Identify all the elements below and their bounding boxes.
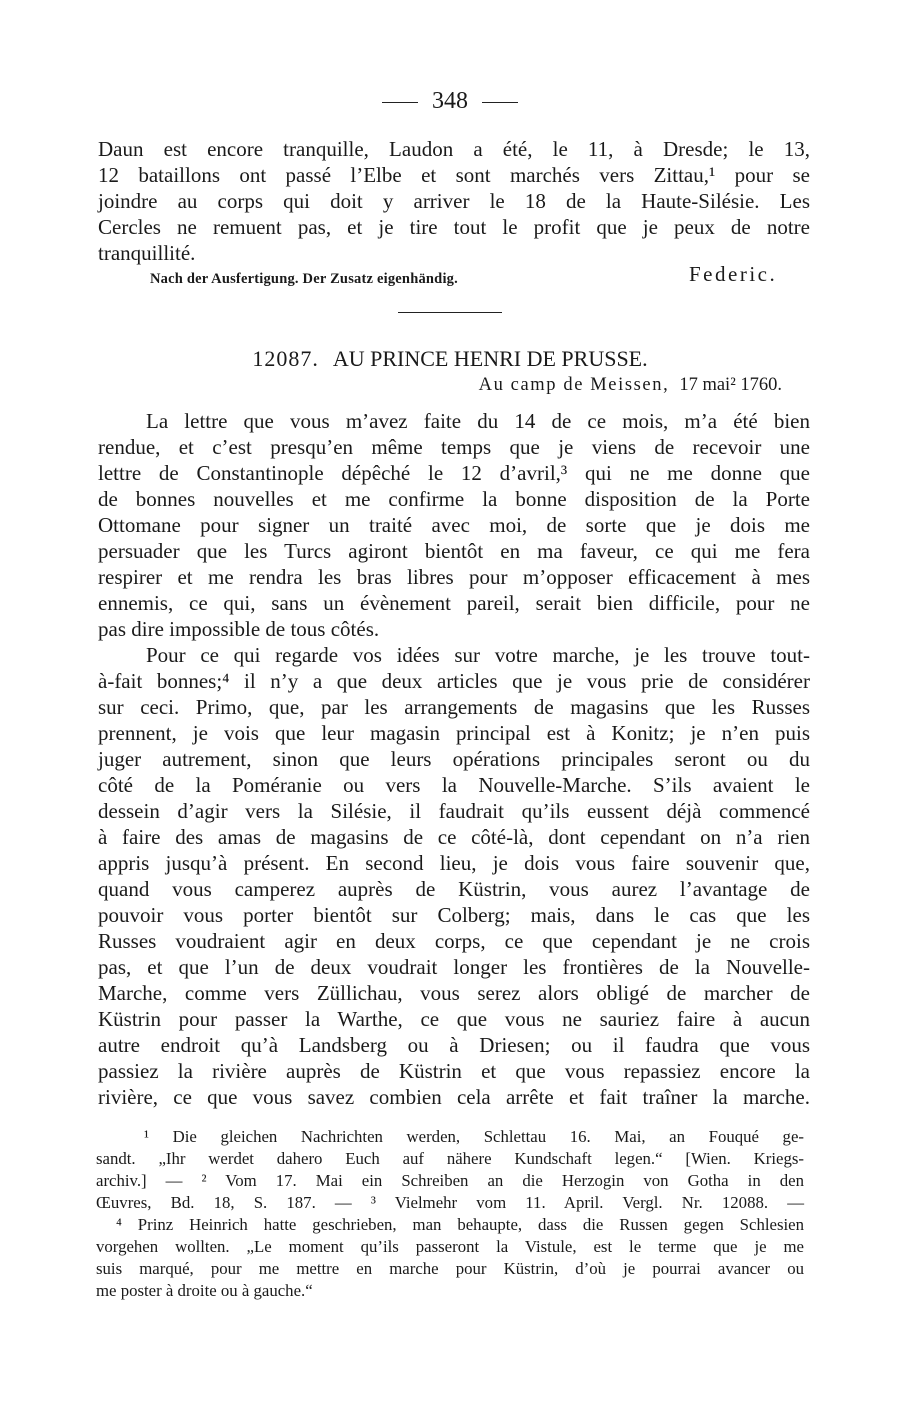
paragraph-1-line: persuader que les Turcs agiront bientôt en ma faveur, ce qui me fera [98, 539, 810, 563]
section-divider [398, 312, 502, 313]
letter-date: 17 mai² 1760. [679, 375, 782, 395]
letter-title: AU PRINCE HENRI DE PRUSSE. [332, 346, 648, 371]
footnote-line: sandt. „Ihr werdet dahero Euch auf nähere Kundschaft legen.“ [Wien. Kriegs- [96, 1149, 804, 1168]
paragraph-1-line: pas dire impossible de tous côtés. [98, 617, 380, 641]
paragraph-2-line: à-fait bonnes;⁴ il n’y a que deux articles que je vous prie de considérer [98, 669, 810, 693]
paragraph-2-line: autre endroit qu’à Landsberg ou à Driesen; ou il faudra que vous [98, 1033, 810, 1057]
previous-letter-line: 12 bataillons ont passé l’Elbe et sont marchés vers Zittau,¹ pour se [98, 163, 810, 187]
previous-letter-line: Cercles ne remuent pas, et je tire tout le profit que je peux de notre [98, 215, 810, 239]
paragraph-1-line: La lettre que vous m’avez faite du 14 de ce mois, m’a été bien [146, 409, 810, 433]
letter-place: Au camp de Meissen, [478, 375, 670, 395]
paragraph-2-line: dessein d’agir vers la Silésie, il faudrait qu’ils eussent déjà commencé [98, 799, 810, 823]
page-number: 348 [432, 88, 468, 114]
paragraph-2-line: juger autrement, sinon que leurs opérations principales seront ou du [98, 747, 810, 771]
paragraph-2-line: Russes voudraient agir en deux corps, ce que cependant je ne crois [98, 929, 810, 953]
footnote-line: ⁴ Prinz Heinrich hatte geschrieben, man behaupte, dass die Russen gegen Schlesien [116, 1215, 804, 1234]
paragraph-2-line: pouvoir vous porter bientôt sur Colberg; mais, dans le cas que les [98, 903, 810, 927]
footnote-line: vorgehen wollten. „Le moment qu’ils passeront la Vistule, est le terme que je me [96, 1237, 804, 1256]
paragraph-2-line: à faire des amas de magasins de ce côté-là, dont cependant on n’a rien [98, 825, 810, 849]
footnote-line: archiv.] — ² Vom 17. Mai ein Schreiben an die Herzogin von Gotha in den [96, 1171, 804, 1190]
paragraph-2-line: Pour ce qui regarde vos idées sur votre marche, je les trouve tout- [146, 643, 810, 667]
letter-number: 12087. [252, 346, 319, 371]
footnote-line: ¹ Die gleichen Nachrichten werden, Schlettau 16. Mai, an Fouqué ge- [144, 1127, 804, 1146]
paragraph-2-line: prennent, je vois que leur magasin principal est à Konitz; je n’en puis [98, 721, 810, 745]
letter-heading [0, 346, 900, 372]
paragraph-1-line: Ottomane pour signer un traité avec moi, de sorte que je dois me [98, 513, 810, 537]
source-note: Nach der Ausfertigung. Der Zusatz eigenhändig. [150, 271, 458, 287]
paragraph-1-line: ennemis, ce qui, sans un évènement pareil, serait bien difficile, pour ne [98, 591, 810, 615]
paragraph-2-line: pas, et que l’un de deux voudrait longer les frontières de la Nouvelle- [98, 955, 810, 979]
paragraph-2-line: côté de la Poméranie ou vers la Nouvelle-Marche. S’ils avaient le [98, 773, 810, 797]
paragraph-2-line: appris jusqu’à présent. En second lieu, je dois vous faire souvenir que, [98, 851, 810, 875]
paragraph-2-line: sur ceci. Primo, que, par les arrangements de magasins que les Russes [98, 695, 810, 719]
footnote-line: me poster à droite ou à gauche.“ [96, 1281, 313, 1300]
paragraph-1-line: lettre de Constantinople dépêché le 12 d’avril,³ qui ne me donne que [98, 461, 810, 485]
previous-letter-line: tranquillité. [98, 241, 196, 265]
paragraph-1-line: respirer et me rendra les bras libres pour m’opposer efficacement à mes [98, 565, 810, 589]
header-rule-right [482, 102, 518, 103]
paragraph-2-line: passiez la rivière auprès de Küstrin et que vous repassiez encore la [98, 1059, 810, 1083]
footnote-line: suis marqué, pour me mettre en marche pour Küstrin, d’où je pourrai avancer ou [96, 1259, 804, 1278]
paragraph-1-line: de bonnes nouvelles et me confirme la bonne disposition de la Porte [98, 487, 810, 511]
paragraph-2-line: rivière, ce que vous savez combien cela arrête et fait traîner la marche. [98, 1085, 810, 1109]
paragraph-1-line: rendue, et c’est presqu’en même temps que je viens de recevoir une [98, 435, 810, 459]
page-header [0, 88, 900, 115]
paragraph-2-line: quand vous camperez auprès de Küstrin, vous aurez l’avantage de [98, 877, 810, 901]
footnote-line: Œuvres, Bd. 18, S. 187. — ³ Vielmehr vom 11. April. Vergl. Nr. 12088. — [96, 1193, 804, 1212]
paragraph-2-line: Marche, comme vers Züllichau, vous serez alors obligé de marcher de [98, 981, 810, 1005]
paragraph-2-line: Küstrin pour passer la Warthe, ce que vous ne sauriez faire à aucun [98, 1007, 810, 1031]
letter-dateline [479, 375, 782, 396]
previous-letter-line: Daun est encore tranquille, Laudon a été, le 11, à Dresde; le 13, [98, 137, 810, 161]
signature: Federic. [689, 262, 778, 286]
previous-letter-line: joindre au corps qui doit y arriver le 18 de la Haute-Silésie. Les [98, 189, 810, 213]
header-rule-left [382, 102, 418, 103]
